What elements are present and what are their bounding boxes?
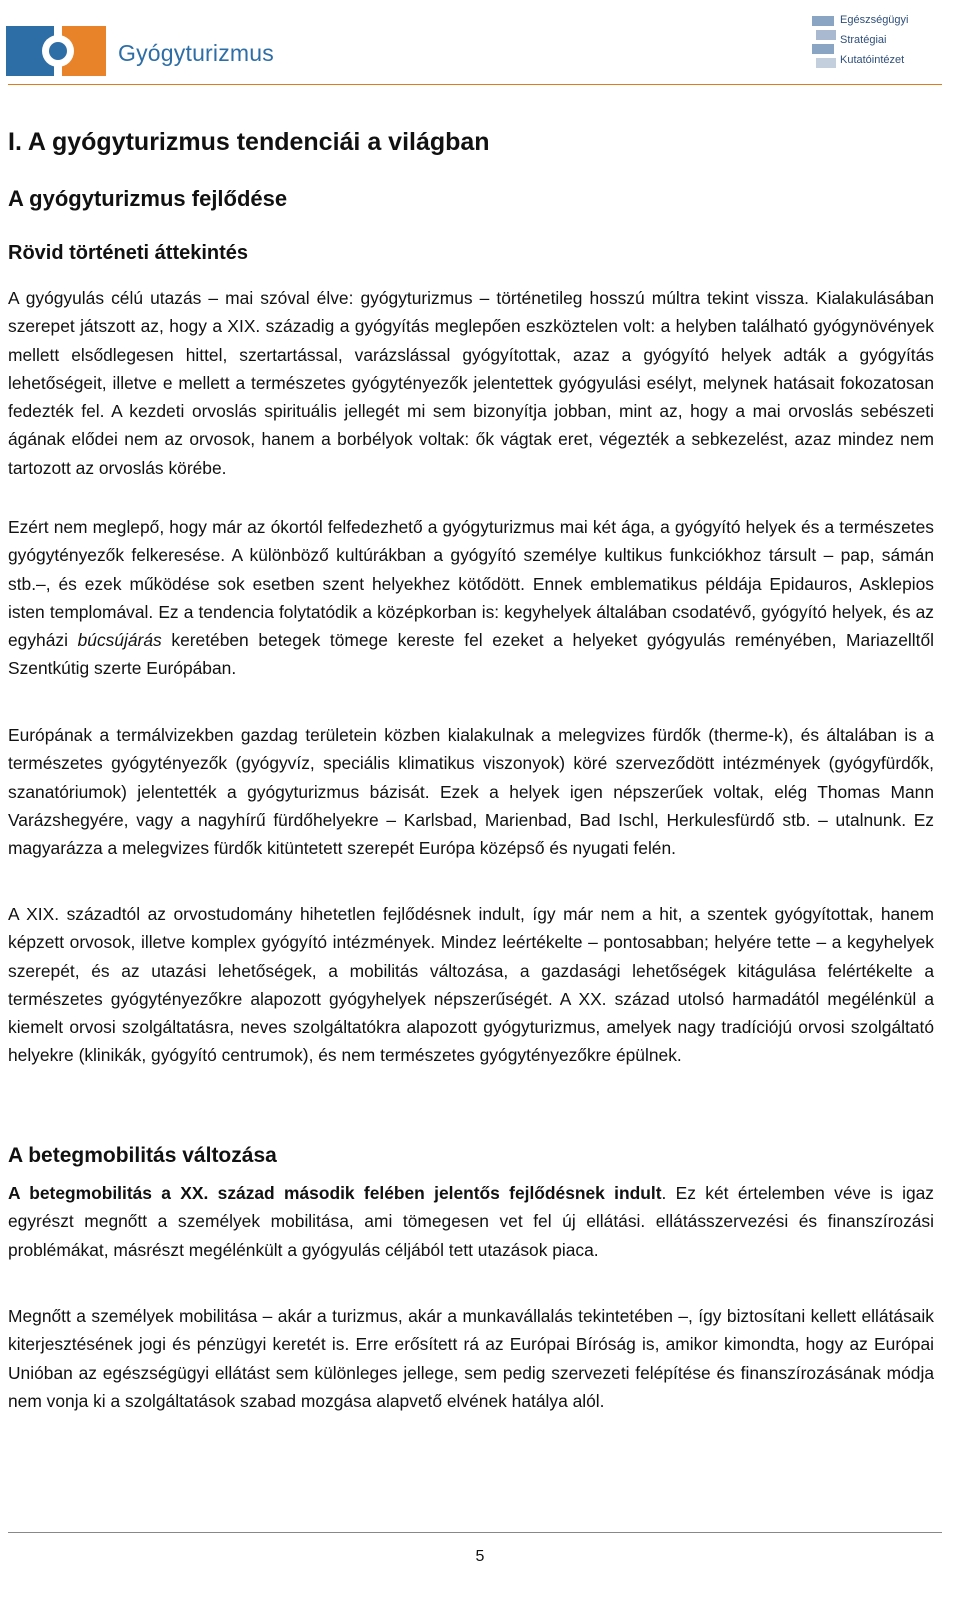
paragraph-2-italic: búcsújárás bbox=[77, 630, 162, 651]
section-heading-development: A gyógyturizmus fejlődése bbox=[8, 186, 288, 211]
institute-line-1: Egészségügyi bbox=[840, 14, 909, 26]
institute-line-3: Kutatóintézet bbox=[840, 54, 905, 66]
brand-name: Gyógyturizmus bbox=[118, 40, 274, 66]
paragraph-3: Európának a termálvizekben gazdag területein közben kialakulnak a melegvizes fürdők (therme-k), és általában is a természetes gyógytényezők (gyógyvíz, speciális klimatikus viszonyok) köré szerveződött intézmények (gyógyfürdők, szanatóriumok) jelentették a gyógyturizmus bázisát. Ezek a helyek igen népszerűek voltak, elég Thomas Mann Varázshegyére, vagy a nagyhírű fürdőhelyekre – Karlsbad, Marienbad, Bad Ischl, Herkulesfürdő stb. – utalnunk. Ez magyarázza a melegvizes fürdők kitüntetett szerepét Európa középső és nyugati felén. bbox=[8, 725, 934, 859]
paragraph-6: Megnőtt a személyek mobilitása – akár a turizmus, akár a munkavállalás tekintetében –, így biztosítani kellett ellátásaik kiterjesztésének jogi és pénzügyi keretét is. Erre erősített rá az Európai Bíróság is, amikor kimondta, hogy az Európai Unióban az egészségügyi ellátást sem különleges jellege, sem pedig szervezeti felépítése és finanszírozásának módja nem vonja ki a szolgáltatások szabad mozgása alapvető elvének hatálya alól. bbox=[8, 1306, 934, 1411]
paragraph-2 bbox=[8, 513, 934, 683]
page-number: 5 bbox=[475, 1548, 485, 1565]
paragraph-5 bbox=[8, 1179, 934, 1264]
subsection-heading-history: Rövid történeti áttekintés bbox=[8, 242, 249, 264]
paragraph-2-text-end: keretében betegek tömege kereste fel ezeket a helyeket gyógyulás reményében, Mariazelltől Szentkútig szerte Európában. bbox=[8, 630, 935, 679]
paragraph-5-bold: A betegmobilitás a XX. század második felében jelentős fejlődésnek indult bbox=[8, 1183, 662, 1203]
page-header bbox=[0, 0, 960, 90]
header-divider bbox=[8, 84, 942, 85]
document-title: I. A gyógyturizmus tendenciái a világban bbox=[8, 128, 490, 156]
paragraph-1: A gyógyulás célú utazás – mai szóval élve: gyógyturizmus – történetileg hosszú múltra tekint vissza. Kialakulásában szerepet játszott az, hogy a XIX. századig a gyógyítás meglepően eszköztelen volt: a helyben található gyógynövények mellett elsődlegesen hittel, szertartással, varázslással gyógyítottak, azaz a gyógyító helyek adták a gyógyítás lehetőségeit, illetve e mellett a természetes gyógytényezők jelentettek gyógyulási esélyt, melynek hatásait fokozatosan fedezték fel. A kezdeti orvoslás spirituális jellegét mi sem bizonyítja jobban, mint az, hogy a mai orvoslás sebészeti ágának elődei nem az orvosok, hanem a borbélyok voltak: ők vágtak eret, végezték a sebkezelést, azaz mindez nem tartozott az orvoslás körébe. bbox=[8, 288, 934, 478]
footer-divider bbox=[8, 1532, 942, 1533]
section-heading-patient-mobility: A betegmobilitás változása bbox=[8, 1144, 277, 1167]
institute-mark-icon bbox=[812, 12, 840, 74]
institute-logo bbox=[812, 12, 952, 74]
paragraph-4: A XIX. századtól az orvostudomány hihetetlen fejlődésnek indult, így már nem a hit, a szentek gyógyítottak, hanem képzett orvosok, illetve komplex gyógyító intézmények. Mindez leértékelte – pontosabban; helyére tette – a kegyhelyek szerepét, és az utazási lehetőségek, a mobilitás változása, a gazdasági lehetőségek kitágulása felértékelte a természetes gyógytényezőkre alapozott gyógyhelyek népszerűségét. A XX. század utolsó harmadától megélénkül a kiemelt orvosi szolgáltatásra, neves szolgáltatókra alapozott gyógyturizmus, amelyek nagy tradíciójú orvosi szolgáltató helyekre (klinikák, gyógyító centrumok), és nem természetes gyógytényezőkre épülnek. bbox=[8, 904, 934, 1066]
institute-line-2: Stratégiai bbox=[840, 34, 887, 46]
paragraph-2-text: Ezért nem meglepő, hogy már az ókortól felfedezhető a gyógyturizmus mai két ága, a gyógyító helyek és a természetes gyógytényezők felkeresése. A különböző kultúrákban a gyógyító személye kultikus funkciókhoz társult – pap, sámán stb.–, és ezek működése sok esetben szent helyekhez kötődött. Ennek emblematikus példája Epidauros, Asklepios isten templomával. Ez a tendencia folytatódik a középkorban is: kegyhelyek általában csodatévő, gyógyító helyek, és az egyházi bbox=[8, 517, 934, 651]
paragraph-5-text: . Ez két értelemben véve is igaz egyrészt megnőtt a személyek mobilitása, ami tömegesen vet fel új ellátási. ellátásszervezési és finanszírozási problémákat, másrészt megélénkült a gyógyulás céljából tett utazások piaca. bbox=[8, 1183, 935, 1260]
